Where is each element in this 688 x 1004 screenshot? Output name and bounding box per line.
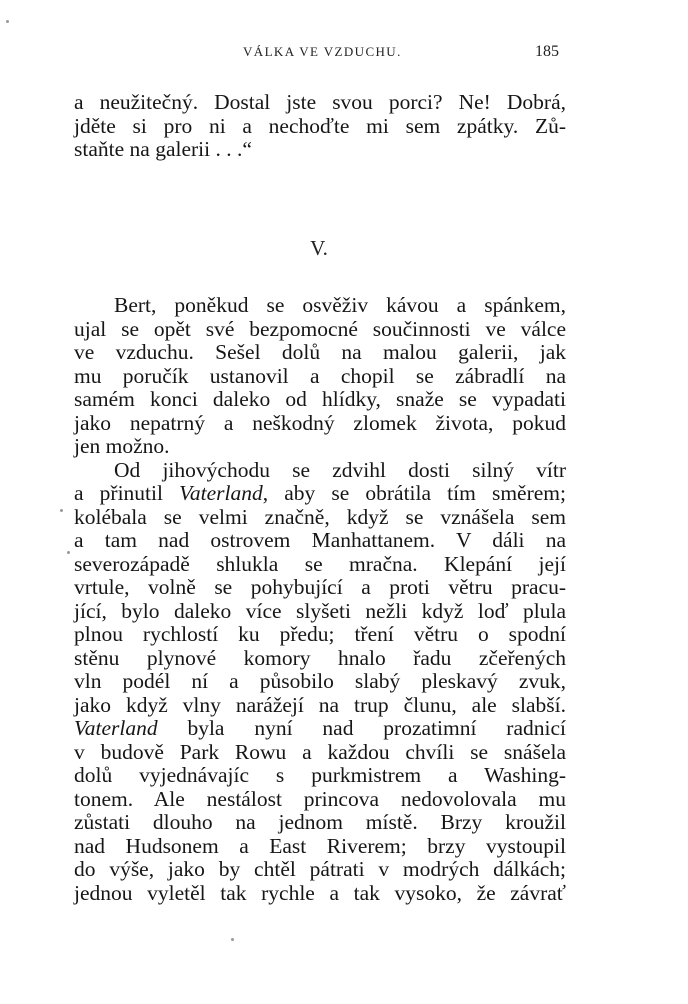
text-line: stěnu plynové komory hnalo řadu zčeřených [74,645,566,670]
text-line: ujal se opět své bezpomocné součinnosti ve válce [74,316,566,341]
text-line: mu poručík ustanovil a chopil se zábradlí na [74,363,566,388]
text-line: a neužitečný. Dostal jste svou porci? Ne! Dobrá, [74,90,566,114]
text-fragment: byla nyní nad prozatimní radnicí [157,716,566,740]
text-line: staňte na galerii . . .“ [74,137,252,161]
text-line: v budově Park Rowu a každou chvíli se snášela [74,739,566,764]
text-fragment: a přinutil [74,481,180,505]
body-text [74,294,566,905]
text-line: jící, bylo daleko více slyšeti nežli když loď plula [74,598,566,623]
text-line: jděte si pro ni a nechoďte mi sem zpátky. Zů- [74,113,566,138]
text-line: jako nepatrný a neškodný zlomek života, pokud [74,410,566,435]
paper-speck [231,938,234,941]
section-heading: V. [310,236,328,260]
ship-name: Vaterland [179,481,263,505]
text-line: zůstati dlouho na jednom místě. Brzy kroužil [74,810,566,834]
text-line: Bert, poněkud se osvěživ kávou a spánkem, [114,293,566,317]
text-line: ve vzduchu. Sešel dolů na malou galerii, jak [74,340,566,364]
text-line: severozápadě shlukla se mračna. Klepání její [74,551,566,576]
text-line: jednou vyletěl tak rychle a tak vysoko, že závrať [74,880,566,905]
text-line: dolů vyjednávajíc s purkmistrem a Washing- [74,763,566,787]
text-line: a tam nad ostrovem Manhattanem. V dáli na [74,528,566,552]
text-line [74,482,566,506]
text-line: jako když vlny narážejí na trup člunu, ale slabší. [74,692,566,717]
text-line: vrtule, volně se pohybující a proti větru pracu- [74,575,566,599]
text-line: do výše, jako by chtěl pátrati v modrých dálkách; [74,857,566,881]
running-head [0,44,688,64]
text-line: vln podél ní a působilo slabý pleskavý zvuk, [74,669,566,693]
text-line: Od jihovýchodu se zdvihl dosti silný vítr [114,457,566,482]
text-line: nad Hudsonem a East Riverem; brzy vystoupil [74,833,566,858]
text-line: plnou rychlostí ku předu; tření větru o spodní [74,622,566,646]
paper-speck [60,509,63,512]
text-fragment: , aby se obrátila tím směrem; [262,481,566,505]
running-title: VÁLKA VE VZDUCHU. [243,44,402,59]
paper-speck [6,20,9,23]
text-line: jen možno. [74,434,170,458]
opening-paragraph [74,91,566,162]
text-line: kolébala se velmi značně, když se vznášela sem [74,504,566,529]
page-number: 185 [535,43,559,60]
paper-speck [67,551,70,554]
text-line: samém konci daleko od hlídky, snaže se vypadati [74,387,566,411]
ship-name: Vaterland [74,716,158,740]
text-line [74,717,566,741]
text-line: tonem. Ale nestálost princova nedovolovala mu [74,786,566,811]
